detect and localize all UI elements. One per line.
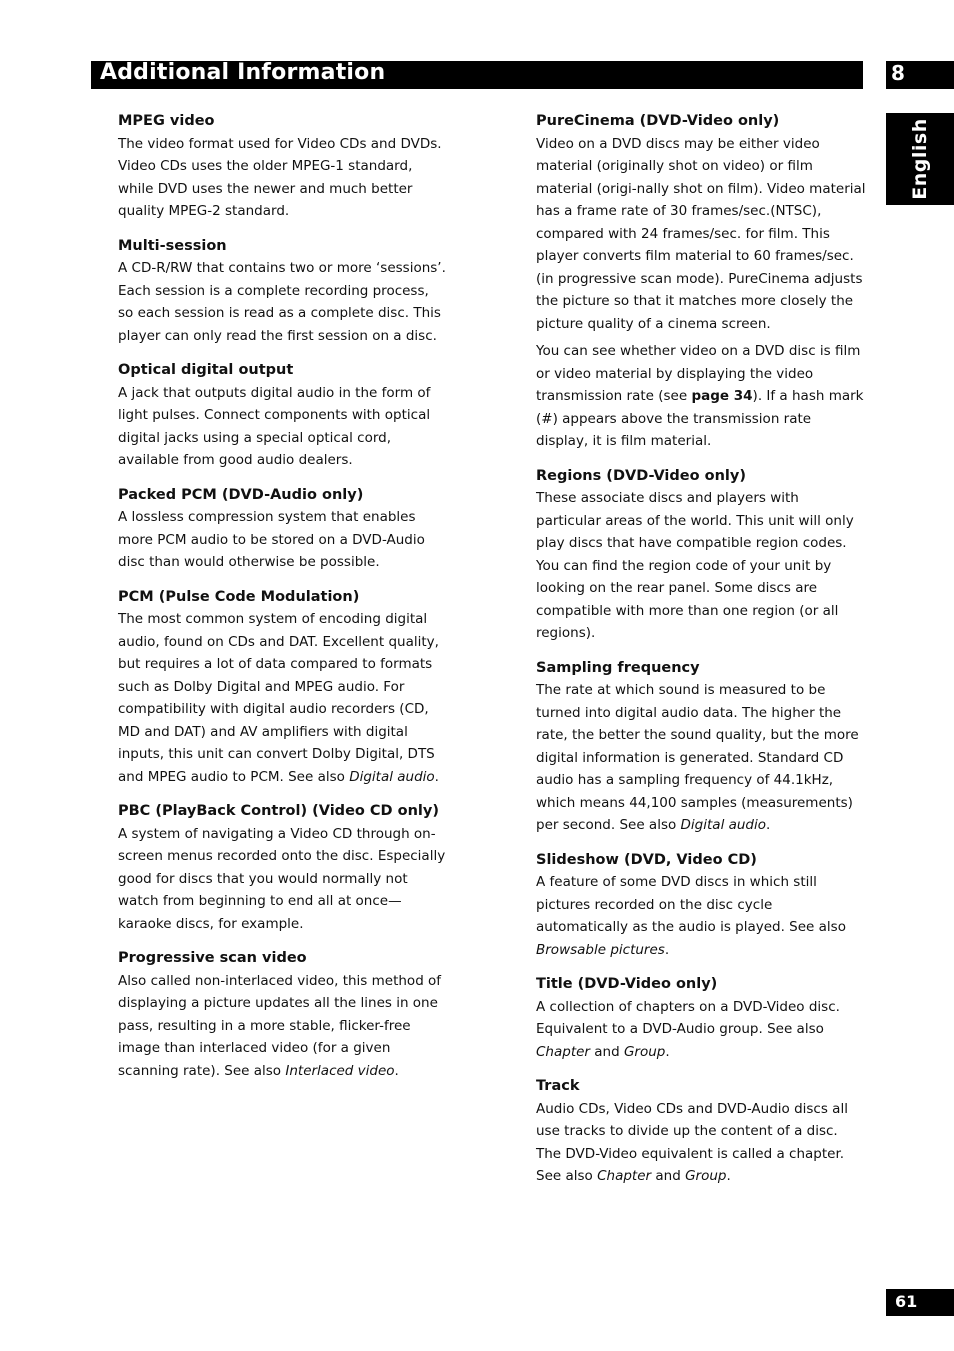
left-column — [118, 110, 448, 1094]
definition-text: The rate at which sound is measured to be turned into digital audio data. The higher the rate, the better the sound quality, but the more digital information is generated. Standard CD audio has a sampling frequency of 44.1kHz, which means 44,100 samples (measurements) per second. See also — [536, 682, 859, 833]
glossary-term: Optical digital output — [118, 362, 294, 378]
glossary-term: Slideshow (DVD, Video CD) — [536, 851, 757, 868]
cross-reference: Digital audio — [680, 817, 767, 833]
definition-text: A jack that outputs digital audio in the form of light pulses. Connect components with optical digital jacks using a special optical cord, available from good audio dealers. — [118, 384, 431, 468]
glossary-term: PCM (Pulse Code Modulation) — [118, 588, 360, 605]
definition-text: . — [664, 941, 670, 958]
glossary-definition — [536, 487, 866, 645]
definition-text: A CD-R/RW that contains two or more ‘sessions’. Each session is a complete recording process, so each session is read as a complete disc. This player can only read the first session on a disc. — [118, 260, 446, 344]
glossary-entry — [118, 484, 448, 574]
definition-text: . — [665, 1043, 670, 1060]
cross-reference: Browsable pictures — [536, 941, 665, 958]
glossary-term: Title (DVD-Video only) — [536, 976, 718, 992]
glossary-definition — [536, 871, 866, 961]
definition-text: A system of navigating a Video CD through on-screen menus recorded onto the disc. Especially good for discs that you would normally not watch from beginning to end all at once—karaoke discs, for example. — [118, 825, 446, 932]
glossary-definition — [118, 133, 448, 223]
definition-text: . — [394, 1062, 399, 1079]
glossary-entry — [118, 110, 448, 223]
glossary-term: Packed PCM (DVD-Audio only) — [118, 486, 364, 503]
definition-text: . — [726, 1168, 731, 1184]
glossary-term: Track — [536, 1078, 580, 1094]
cross-reference: Interlaced video — [285, 1062, 395, 1079]
definition-text: These associate discs and players with particular areas of the world. This unit will only play discs that have compatible region codes. You can find the region code of your unit by looking on the rear panel. Some discs are compatible with more than one region (or all regions). — [536, 490, 854, 641]
cross-reference: Chapter — [597, 1168, 652, 1184]
definition-text: A feature of some DVD discs in which still pictures recorded on the disc cycle automatically as the audio is played. See also — [536, 874, 846, 935]
page-number-box — [886, 1289, 954, 1316]
page-number: 61 — [895, 1292, 918, 1311]
glossary-definition — [536, 340, 866, 453]
glossary-definition — [536, 1098, 866, 1188]
definition-text: The most common system of encoding digital audio, found on CDs and DAT. Excellent quality, but requires a lot of data compared to formats such as Dolby Digital and MPEG audio. For compatibility with digital audio recorders (CD, MD and DAT) and AV amplifiers with digital inputs, this unit can convert Dolby Digital, DTS and MPEG audio to PCM. See also — [118, 611, 439, 785]
definition-text: . — [434, 768, 439, 785]
glossary-entry — [536, 849, 866, 962]
definition-text: You can see whether video on a DVD disc is film or video material by displaying the video transmission rate (see — [536, 343, 861, 404]
definition-text: and — [589, 1043, 624, 1060]
glossary-entry — [118, 586, 448, 789]
page-reference: page 34 — [691, 388, 753, 404]
cross-reference: Digital audio — [349, 768, 435, 785]
definition-text: Video on a DVD discs may be either video material (originally shot on video) or film material (origi-nally shot on film). Video material has a frame rate of 30 frames/sec.(NTSC), compared with 24 frames/sec. for film. This player converts film material to 60 frames/sec. (in progressive scan mode). PureCinema adjusts the picture so that it matches more closely the picture quality of a cinema screen. — [536, 135, 866, 332]
glossary-term: MPEG video — [118, 113, 215, 129]
definition-text: The video format used for Video CDs and DVDs. Video CDs uses the older MPEG-1 standard, while DVD uses the newer and much better quality MPEG-2 standard. — [118, 135, 442, 219]
cross-reference: Group — [685, 1168, 727, 1184]
glossary-definition — [118, 506, 448, 574]
glossary-definition — [536, 133, 866, 336]
glossary-entry — [536, 973, 866, 1063]
glossary-term: Regions (DVD-Video only) — [536, 467, 746, 484]
glossary-definition — [536, 996, 866, 1064]
definition-text: ). If a hash mark (#) appears above the transmission rate display, it is film material. — [536, 388, 864, 449]
glossary-entry — [536, 465, 866, 645]
language-label: English — [909, 118, 931, 200]
glossary-definition — [118, 823, 448, 936]
glossary-term: PBC (PlayBack Control) (Video CD only) — [118, 803, 439, 819]
glossary-entry — [536, 657, 866, 837]
glossary-term: PureCinema (DVD-Video only) — [536, 113, 780, 129]
cross-reference: Group — [623, 1043, 666, 1060]
definition-text: A collection of chapters on a DVD-Video disc. Equivalent to a DVD-Audio group. See also — [536, 998, 840, 1037]
glossary-entry — [118, 800, 448, 935]
section-title: Additional Information — [100, 60, 386, 85]
definition-text: A lossless compression system that enables more PCM audio to be stored on a DVD-Audio disc than would otherwise be possible. — [118, 509, 425, 570]
definition-text: Audio CDs, Video CDs and DVD-Audio discs all use tracks to divide up the content of a disc. The DVD-Video equivalent is called a chapter. See also — [536, 1100, 848, 1184]
right-column — [536, 110, 866, 1200]
section-header — [91, 61, 863, 89]
chapter-number: 8 — [891, 61, 905, 85]
glossary-entry — [118, 947, 448, 1082]
definition-text: and — [651, 1168, 686, 1184]
glossary-entry — [118, 359, 448, 472]
glossary-entry — [536, 1075, 866, 1188]
cross-reference: Chapter — [536, 1043, 590, 1060]
glossary-definition — [118, 257, 448, 347]
glossary-entry — [536, 110, 866, 453]
glossary-definition — [118, 970, 448, 1083]
glossary-term: Sampling frequency — [536, 659, 700, 676]
glossary-entry — [118, 235, 448, 348]
glossary-term: Progressive scan video — [118, 950, 307, 966]
definition-text: Also called non-interlaced video, this method of displaying a picture updates all the lines in one pass, resulting in a more stable, flicker-free image than interlaced video (for a given scanning rate). See also — [118, 972, 442, 1079]
glossary-definition — [118, 608, 448, 788]
glossary-definition — [118, 382, 448, 472]
glossary-term: Multi-session — [118, 237, 227, 254]
chapter-marker — [886, 61, 954, 89]
language-tab — [886, 113, 954, 205]
glossary-definition — [536, 679, 866, 837]
definition-text: . — [766, 817, 771, 833]
